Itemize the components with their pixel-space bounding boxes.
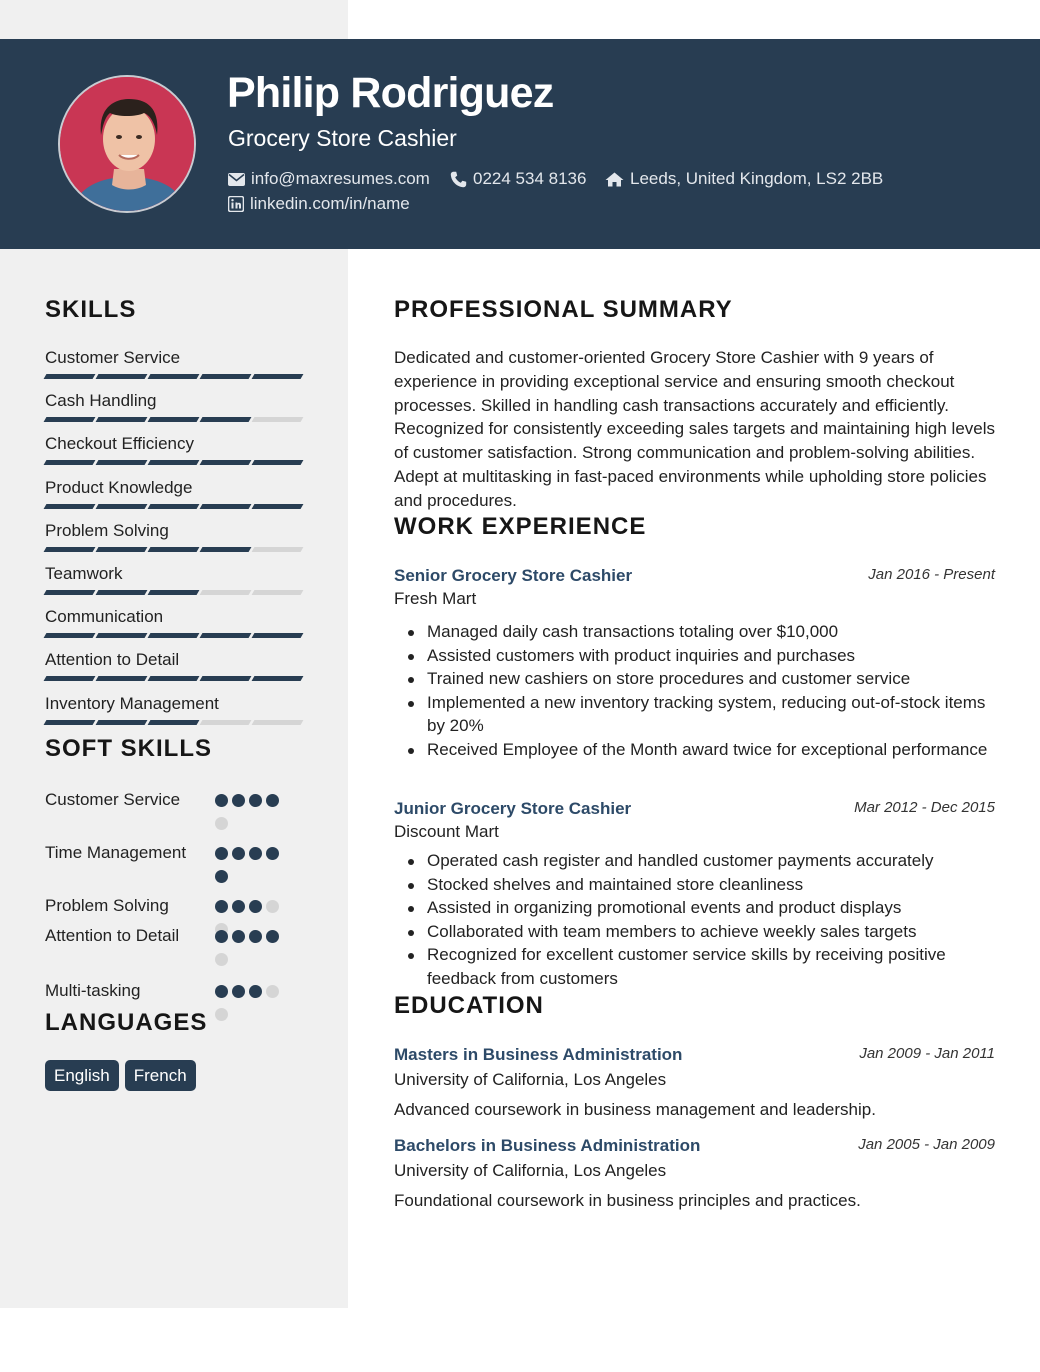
skill-level-segment (148, 417, 200, 422)
skill-name: Cash Handling (45, 391, 157, 411)
contact-phone[interactable] (450, 169, 586, 189)
skill-level-segment (44, 676, 96, 681)
language-badge: English (45, 1060, 119, 1091)
rating-dot (215, 794, 228, 807)
education-heading: EDUCATION (394, 992, 544, 1019)
rating-dot (215, 953, 228, 966)
rating-dot (215, 900, 228, 913)
rating-dot (215, 817, 228, 830)
soft-skill-name: Problem Solving (45, 896, 169, 915)
job-bullet: Implemented a new inventory tracking system, reducing out-of-stock items by 20% (394, 691, 995, 738)
skill-level-segment (44, 504, 96, 509)
skill-level-segment (200, 460, 252, 465)
job-company: Fresh Mart (394, 589, 477, 608)
skill-level-segment (96, 720, 148, 725)
skill-level-segment (148, 633, 200, 638)
skill-level-segment (252, 633, 304, 638)
soft-skill-rating (215, 930, 289, 976)
contact-linkedin[interactable] (228, 194, 410, 214)
skill-level-segment (148, 720, 200, 725)
soft-skill-rating (215, 847, 289, 893)
job-role: Junior Grocery Store Cashier (394, 799, 632, 818)
education-entry (394, 1136, 995, 1211)
skill-item (45, 391, 305, 411)
phone-icon (450, 171, 467, 188)
job-bullets (394, 849, 995, 990)
skill-level-segment (96, 676, 148, 681)
skill-level-segment (44, 547, 96, 552)
skill-level-bar (45, 504, 305, 509)
skill-level-segment (96, 633, 148, 638)
skill-level-segment (44, 374, 96, 379)
soft-skill-name: Customer Service (45, 790, 181, 809)
skill-level-bar (45, 460, 305, 465)
skill-level-segment (148, 676, 200, 681)
degree: Masters in Business Administration (394, 1045, 683, 1064)
soft-skill-name: Multi-tasking (45, 981, 141, 1000)
education-description: Foundational coursework in business principles and practices. (394, 1191, 861, 1210)
skill-level-segment (200, 374, 252, 379)
skill-item (45, 694, 305, 714)
envelope-icon (228, 173, 245, 186)
header-banner (0, 39, 1040, 249)
rating-dot (232, 794, 245, 807)
skill-level-segment (96, 460, 148, 465)
education-description: Advanced coursework in business management and leadership. (394, 1100, 876, 1119)
skill-level-bar (45, 590, 305, 595)
job-bullet: Received Employee of the Month award twice for exceptional performance (394, 738, 995, 762)
skill-level-bar (45, 417, 305, 422)
skill-level-segment (252, 374, 304, 379)
skill-item (45, 434, 305, 454)
skill-level-segment (44, 417, 96, 422)
job-role: Senior Grocery Store Cashier (394, 566, 633, 585)
skill-level-segment (200, 720, 252, 725)
skill-level-bar (45, 374, 305, 379)
address-text: Leeds, United Kingdom, LS2 2BB (630, 169, 884, 188)
skill-level-segment (148, 547, 200, 552)
education-entry (394, 1045, 995, 1120)
skill-level-segment (252, 460, 304, 465)
summary-heading: PROFESSIONAL SUMMARY (394, 296, 733, 323)
education-date: Jan 2009 - Jan 2011 (859, 1045, 995, 1062)
rating-dot (249, 847, 262, 860)
skill-name: Customer Service (45, 348, 181, 367)
degree: Bachelors in Business Administration (394, 1136, 701, 1155)
rating-dot (266, 985, 279, 998)
skill-level-segment (200, 633, 252, 638)
languages-list (45, 1060, 202, 1091)
skill-level-bar (45, 547, 305, 552)
rating-dot (215, 930, 228, 943)
skill-level-segment (252, 417, 304, 422)
skill-level-segment (252, 720, 304, 725)
rating-dot (215, 847, 228, 860)
skill-name: Product Knowledge (45, 477, 193, 497)
candidate-name: Philip Rodriguez (227, 69, 554, 117)
soft-skill-item (45, 788, 305, 811)
summary-text: Dedicated and customer-oriented Grocery Store Cashier with 9 years of experience in providing exceptional service and ensuring smooth checkout processes. Skilled in handling cash transactions accurately and efficiently. Recognized for consistently exceeding sales targets and maintaining high levels of customer satisfaction. Strong communication and problem-solving abilities. Adept at multitasking in fast-paced environments while upholding store policies and procedures. (394, 348, 996, 510)
skill-name: Checkout Efficiency (45, 434, 194, 454)
phone-text: 0224 534 8136 (473, 169, 587, 188)
job-bullets (394, 620, 995, 761)
rating-dot (249, 930, 262, 943)
skill-level-segment (148, 590, 200, 595)
skill-level-segment (200, 504, 252, 509)
skill-name: Attention to Detail (45, 650, 180, 670)
rating-dot (215, 1008, 228, 1021)
rating-dot (266, 794, 279, 807)
skill-level-segment (44, 460, 96, 465)
rating-dot (232, 847, 245, 860)
job-title: Grocery Store Cashier (228, 125, 457, 151)
rating-dot (215, 870, 228, 883)
job-date: Jan 2016 - Present (868, 566, 995, 583)
skill-level-segment (148, 504, 200, 509)
avatar (58, 75, 196, 213)
rating-dot (249, 794, 262, 807)
skill-level-bar (45, 633, 305, 638)
linkedin-text: linkedin.com/in/name (250, 194, 410, 213)
email-text: info@maxresumes.com (251, 169, 430, 188)
rating-dot (266, 847, 279, 860)
experience-entry (394, 566, 995, 761)
skill-name: Problem Solving (45, 520, 169, 540)
soft-skills-heading: SOFT SKILLS (45, 735, 212, 762)
skill-level-segment (200, 417, 252, 422)
rating-dot (266, 930, 279, 943)
skill-level-segment (44, 633, 96, 638)
skill-level-segment (96, 504, 148, 509)
soft-skill-rating (215, 794, 289, 840)
linkedin-icon (228, 196, 244, 212)
skill-level-segment (200, 676, 252, 681)
job-bullet: Recognized for excellent customer service skills by receiving positive feedback from customers (394, 943, 995, 990)
skill-name: Inventory Management (45, 693, 219, 713)
skill-level-segment (252, 504, 304, 509)
job-company: Discount Mart (394, 822, 499, 841)
soft-skill-item (45, 894, 305, 917)
rating-dot (232, 985, 245, 998)
skill-level-segment (200, 547, 252, 552)
soft-skill-name: Time Management (45, 843, 187, 862)
skill-level-segment (44, 590, 96, 595)
soft-skill-rating (215, 985, 289, 1031)
rating-dot (215, 985, 228, 998)
skill-item (45, 650, 305, 670)
contact-email[interactable] (228, 169, 430, 189)
job-bullet: Managed daily cash transactions totaling over $10,000 (394, 620, 995, 644)
experience-heading: WORK EXPERIENCE (394, 513, 647, 540)
skill-name: Teamwork (45, 564, 123, 583)
skill-level-segment (96, 417, 148, 422)
rating-dot (232, 930, 245, 943)
skill-level-bar (45, 676, 305, 681)
contact-address (605, 169, 883, 189)
skill-level-segment (96, 547, 148, 552)
skill-level-segment (252, 590, 304, 595)
skill-level-segment (252, 547, 304, 552)
job-bullet: Collaborated with team members to achieve weekly sales targets (394, 920, 995, 944)
skill-level-segment (96, 374, 148, 379)
skill-level-bar (45, 720, 305, 725)
rating-dot (266, 900, 279, 913)
job-bullet: Trained new cashiers on store procedures and customer service (394, 667, 995, 691)
rating-dot (249, 985, 262, 998)
job-bullet: Stocked shelves and maintained store cleanliness (394, 873, 995, 897)
rating-dot (249, 900, 262, 913)
skill-item (45, 564, 305, 584)
languages-heading: LANGUAGES (45, 1009, 208, 1036)
soft-skill-item (45, 924, 305, 947)
language-badge: French (125, 1060, 196, 1091)
job-bullet: Operated cash register and handled customer payments accurately (394, 849, 995, 873)
soft-skill-item (45, 841, 305, 864)
job-bullet: Assisted customers with product inquiries and purchases (394, 644, 995, 668)
school: University of California, Los Angeles (394, 1070, 667, 1089)
school: University of California, Los Angeles (394, 1161, 667, 1180)
rating-dot (232, 900, 245, 913)
skill-item (45, 348, 305, 368)
skill-item (45, 607, 305, 627)
skill-name: Communication (45, 607, 164, 627)
job-bullet: Assisted in organizing promotional events and product displays (394, 896, 995, 920)
skills-heading: SKILLS (45, 296, 137, 323)
skill-level-segment (148, 460, 200, 465)
skill-item (45, 478, 305, 498)
job-date: Mar 2012 - Dec 2015 (854, 799, 995, 816)
experience-entry (394, 799, 995, 990)
skill-level-segment (200, 590, 252, 595)
soft-skill-item (45, 979, 305, 1002)
skill-level-segment (44, 720, 96, 725)
education-date: Jan 2005 - Jan 2009 (858, 1136, 995, 1153)
skill-level-segment (148, 374, 200, 379)
soft-skill-name: Attention to Detail (45, 926, 180, 945)
skill-level-segment (96, 590, 148, 595)
skill-level-segment (252, 676, 304, 681)
skill-item (45, 521, 305, 541)
home-icon (605, 172, 624, 187)
